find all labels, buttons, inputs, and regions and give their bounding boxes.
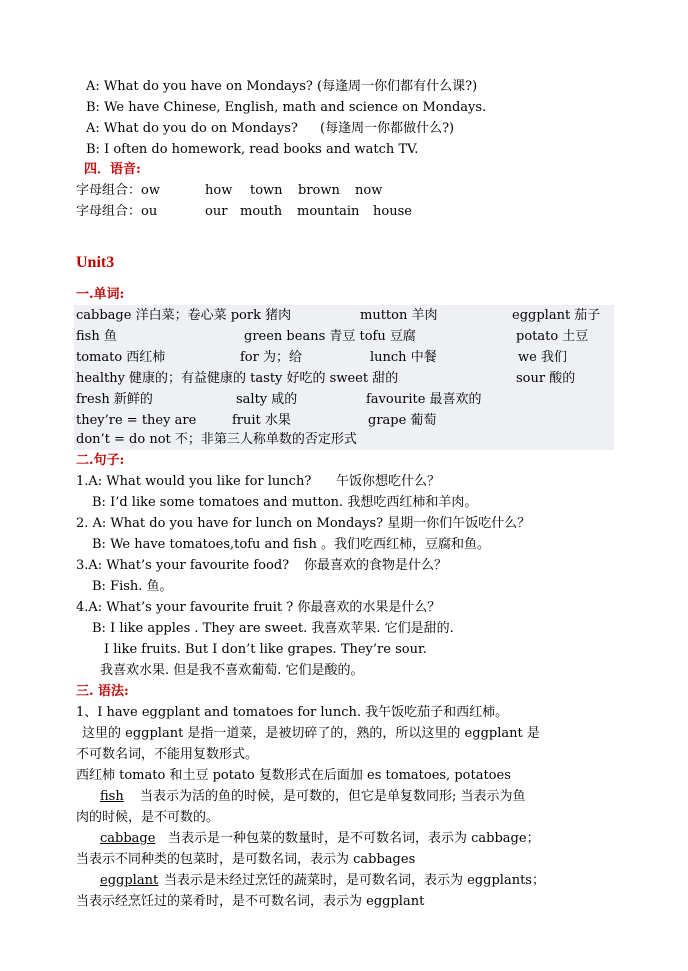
grammar-term: eggplant (100, 873, 159, 888)
dialogue-line: B: We have Chinese, English, math and science on Mondays. (86, 100, 487, 115)
vocab-item: favourite 最喜欢的 (366, 392, 482, 407)
dialogue-line: (每逢周一你都做什么?) (320, 121, 455, 136)
dialogue-line: A: What do you have on Mondays? (每逢周一你们都有什么课?) (86, 79, 478, 94)
vocab-item: for 为；给 (240, 350, 302, 365)
grammar-term: cabbage (100, 831, 156, 846)
vocab-item: potato 土豆 (516, 329, 589, 344)
vocab-item: mutton 羊肉 (360, 308, 438, 323)
phonics-heading: 四．语音: (84, 162, 141, 177)
grammar-line: 西红柿 tomato 和土豆 potato 复数形式在后面加 es tomatoes, potatoes (76, 768, 511, 783)
grammar-line: 当表示不同种类的包菜时，是可数名词，表示为 cabbages (76, 852, 416, 867)
grammar-heading: 三. 语法: (76, 684, 129, 699)
grammar-term: fish (100, 789, 124, 804)
vocab-item: fish 鱼 (76, 329, 117, 344)
vocab-item: sour 酸的 (516, 371, 576, 386)
grammar-line: 不可数名词，不能用复数形式。 (76, 747, 259, 762)
phonics-word: mouth (240, 204, 283, 219)
sentence-line: B: Fish. 鱼。 (92, 579, 173, 594)
phonics-word: mountain (297, 204, 360, 219)
grammar-line: 当表示经烹饪过的菜肴时，是不可数名词，表示为 eggplant (76, 894, 425, 909)
phonics-word: now (355, 183, 383, 198)
vocab-item: don’t = do not 不；非第三人称单数的否定形式 (76, 432, 357, 447)
sentence-line: 3.A: What’s your favourite food? (76, 558, 290, 573)
vocab-item: lunch 中餐 (370, 350, 437, 365)
sentence-line: B: We have tomatoes,tofu and fish 。我们吃西红柿，豆腐和鱼。 (92, 537, 490, 552)
sentence-line: B: I like apples . They are sweet. 我喜欢苹果. 它们是甜的. (92, 621, 454, 636)
sentences-heading: 二.句子: (76, 453, 125, 468)
phonics-word: town (250, 183, 283, 198)
vocab-item: tomato 西红柿 (76, 350, 166, 365)
sentence-line: I like fruits. But I don’t like grapes. They’re sour. (104, 642, 427, 657)
phonics-word: house (373, 204, 412, 219)
vocab-item: healthy 健康的；有益健康的 tasty 好吃的 sweet 甜的 (76, 371, 399, 386)
sentence-line: 2. A: What do you have for lunch on Mondays? 星期一你们午饭吃什么？ (76, 516, 531, 531)
vocab-item: they’re = they are (76, 413, 197, 428)
phonics-word: our (205, 204, 228, 219)
grammar-line: 当表示为活的鱼的时候，是可数的，但它是单复数同形; 当表示为鱼 (140, 789, 526, 804)
dialogue-line: B: I often do homework, read books and watch TV. (86, 142, 419, 157)
vocab-item: cabbage 洋白菜；卷心菜 pork 猪肉 (76, 308, 292, 323)
vocab-heading: 一.单词: (76, 287, 125, 302)
grammar-line: 这里的 eggplant 是指一道菜，是被切碎了的，熟的，所以这里的 eggplant 是 (82, 726, 540, 741)
sentence-line: 1.A: What would you like for lunch? (76, 474, 312, 489)
grammar-line: 肉的时候，是不可数的。 (76, 810, 220, 825)
vocab-item: salty 咸的 (236, 392, 298, 407)
unit-title: Unit3 (76, 254, 115, 271)
dialogue-line: A: What do you do on Mondays? (86, 121, 298, 136)
sentence-line: 你最喜欢的食物是什么？ (304, 558, 448, 573)
sentence-line: 4.A: What’s your favourite fruit ? 你最喜欢的水果是什么？ (76, 600, 441, 615)
grammar-line: 1、I have eggplant and tomatoes for lunch. 我午饭吃茄子和西红柿。 (76, 705, 509, 720)
vocab-item: fresh 新鲜的 (76, 392, 153, 407)
grammar-line: 当表示是一种包菜的数量时，是不可数名词，表示为 cabbage； (168, 831, 540, 846)
phonics-label: 字母组合：ow (76, 183, 160, 198)
phonics-word: brown (298, 183, 340, 198)
vocab-item: green beans 青豆 tofu 豆腐 (244, 329, 416, 344)
phonics-label: 字母组合：ou (76, 204, 158, 219)
grammar-line: 当表示是未经过烹饪的蔬菜时，是可数名词，表示为 eggplants； (164, 873, 545, 888)
vocab-item: fruit 水果 (232, 413, 291, 428)
phonics-word: how (205, 183, 233, 198)
sentence-line: 午饭你想吃什么？ (336, 474, 441, 489)
vocab-item: eggplant 茄子 (512, 308, 601, 323)
sentence-line: B: I’d like some tomatoes and mutton. 我想吃西红柿和羊肉。 (92, 495, 478, 510)
vocab-item: grape 葡萄 (368, 413, 437, 428)
sentence-line: 我喜欢水果. 但是我不喜欢葡萄. 它们是酸的。 (100, 663, 364, 678)
vocab-item: we 我们 (518, 350, 567, 365)
